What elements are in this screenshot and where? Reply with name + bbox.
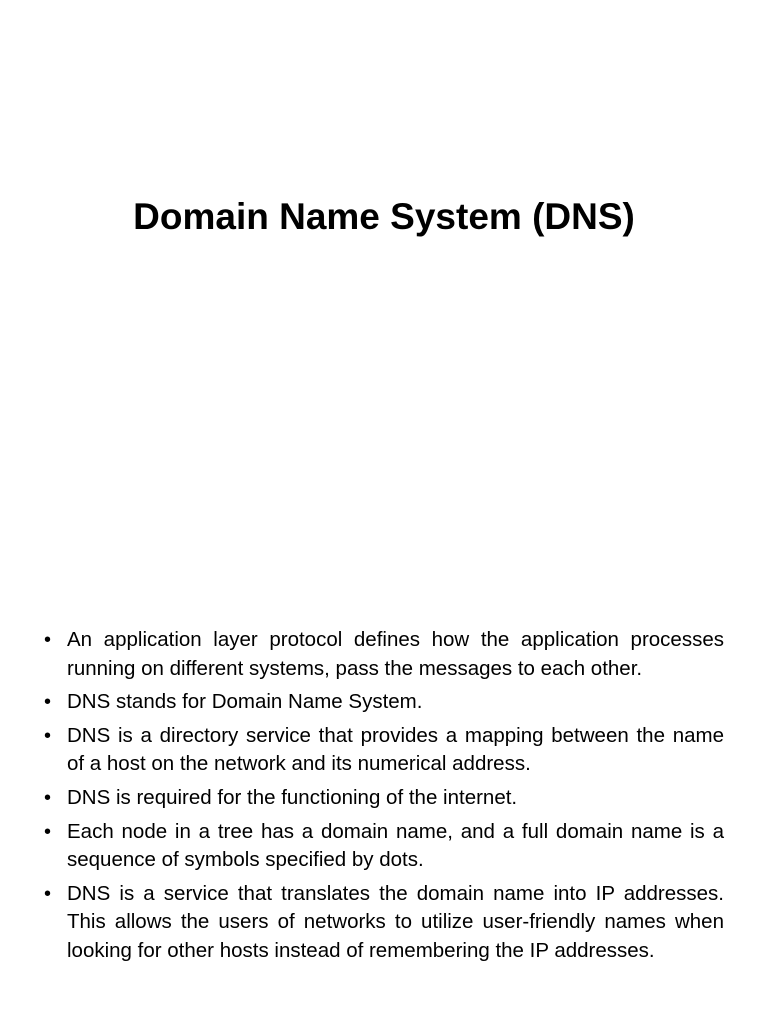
list-item <box>44 880 724 966</box>
bullet-dot-icon: • <box>44 820 52 843</box>
bullet-dot-icon: • <box>44 786 52 809</box>
list-item <box>44 722 724 779</box>
bullet-text: An application layer protocol defines how the application processes running on different systems, pass the messages to each other. <box>67 628 724 680</box>
bullet-dot-icon: • <box>44 691 52 714</box>
list-item <box>44 626 724 683</box>
list-item <box>44 688 724 717</box>
bullet-dot-icon: • <box>44 629 52 651</box>
bullet-text: Each node in a tree has a domain name, and a full domain name is a sequence of symbols specified by dots. <box>67 819 724 872</box>
bullet-text: DNS stands for Domain Name System. <box>67 690 423 714</box>
bullet-list <box>44 626 724 971</box>
bullet-text: DNS is a directory service that provides a mapping between the name of a host on the network and its numerical address. <box>67 723 724 776</box>
bullet-dot-icon: • <box>44 882 52 905</box>
bullet-text: DNS is a service that translates the domain name into IP addresses. This allows the users of networks to utilize user-friendly names when looking for other hosts instead of remembering the IP addresses. <box>67 881 724 962</box>
bullet-text: DNS is required for the functioning of the internet. <box>67 785 518 809</box>
list-item <box>44 818 724 875</box>
bullet-dot-icon: • <box>44 724 52 747</box>
slide-title: Domain Name System (DNS) <box>133 196 635 237</box>
list-item <box>44 784 724 813</box>
